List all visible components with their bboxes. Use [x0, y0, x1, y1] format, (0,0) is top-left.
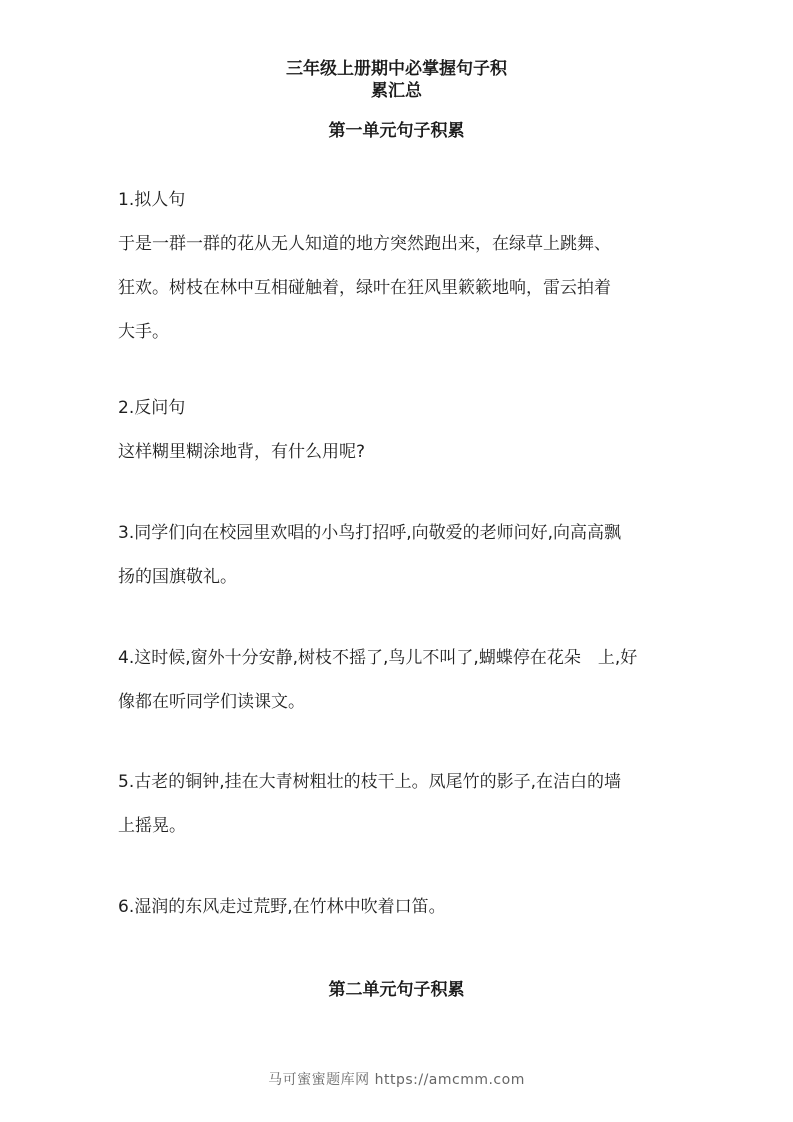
sentence-item-5 — [118, 760, 678, 848]
section-heading-unit2: 第二单元句子积累 — [328, 980, 465, 1000]
sentence-line: 像都在听同学们读课文。 — [118, 692, 305, 712]
page-title-line2: 累汇总 — [371, 81, 422, 101]
sentence-line: 3.同学们向在校园里欢唱的小鸟打招呼,向敬爱的老师问好,向高高飘 — [118, 523, 622, 543]
sentence-label: 2.反问句 — [118, 398, 186, 418]
sentence-line: 扬的国旗敬礼。 — [118, 567, 237, 587]
sentence-item-1 — [118, 178, 678, 354]
sentence-label: 1.拟人句 — [118, 190, 186, 210]
sentence-item-3 — [118, 511, 678, 599]
sentence-line: 5.古老的铜钟,挂在大青树粗壮的枝干上。凤尾竹的影子,在洁白的墙 — [118, 772, 622, 792]
section-heading-unit1: 第一单元句子积累 — [328, 121, 465, 141]
sentence-line: 这样糊里糊涂地背，有什么用呢? — [118, 442, 366, 462]
footer-watermark: 马可蜜蜜题库网 https://amcmm.com — [268, 1072, 525, 1088]
sentence-line: 于是一群一群的花从无人知道的地方突然跑出来，在绿草上跳舞、 — [118, 234, 611, 254]
sentence-item-6 — [118, 885, 678, 929]
sentence-item-2 — [118, 386, 678, 474]
sentence-line: 6.湿润的东风走过荒野,在竹林中吹着口笛。 — [118, 897, 446, 917]
sentence-line: 大手。 — [118, 322, 169, 342]
page-title-line1: 三年级上册期中必掌握句子积 — [286, 59, 507, 79]
sentence-item-4 — [118, 636, 678, 724]
sentence-line: 狂欢。树枝在林中互相碰触着，绿叶在狂风里簌簌地响，雷云拍着 — [118, 278, 611, 298]
sentence-line: 上摇晃。 — [118, 816, 186, 836]
sentence-line: 4.这时候,窗外十分安静,树枝不摇了,鸟儿不叫了,蝴蝶停在花朵 上,好 — [118, 648, 638, 668]
page-title — [0, 58, 793, 102]
